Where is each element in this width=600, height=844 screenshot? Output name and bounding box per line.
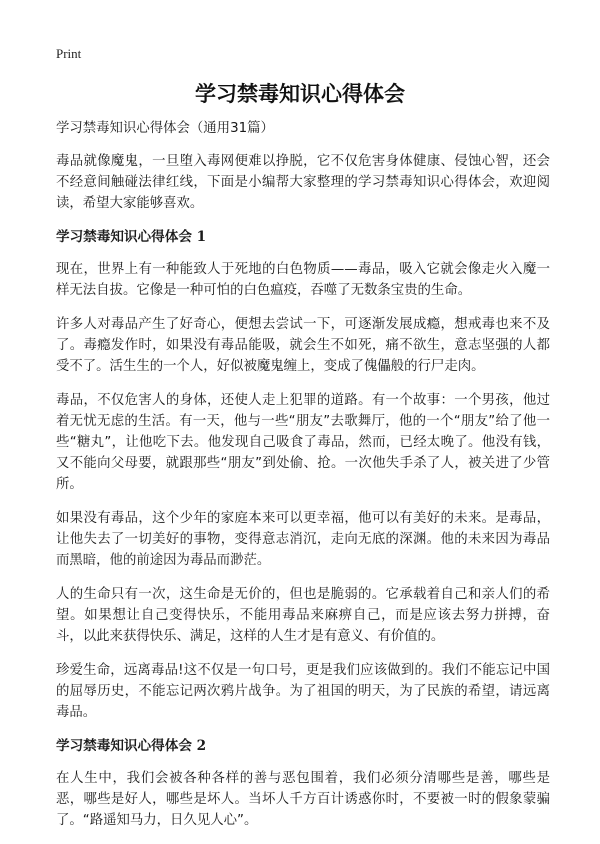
section-1-paragraph-3: 毒品，不仅危害人的身体，还使人走上犯罪的道路。有一个故事：一个男孩，他过着无忧无虑的生活。有一天，他与一些“朋友”去歌舞厅，他的一个“朋友”给了他一些“糖丸”，让他吃下去。他发现自己吸食了毒品，然而，已经太晚了。他没有钱，又不能向父母要，就跟那些“朋友”到处偷、抢。一次他失手杀了人，被关进了少管所。 (56, 393, 550, 492)
section-heading-1: 学习禁毒知识心得体会 1 (56, 229, 207, 245)
section-1-paragraph-1: 现在，世界上有一种能致人于死地的白色物质——毒品，吸入它就会像走火入魔一样无法自拔。它像是一种可怕的白色瘟疫，吞噬了无数条宝贵的生命。 (56, 262, 550, 298)
section-1-paragraph-6: 珍爱生命，远离毒品!这不仅是一句口号，更是我们应该做到的。我们不能忘记中国的屈辱历史，不能忘记两次鸦片战争。为了祖国的明天，为了民族的希望，请远离毒品。 (56, 663, 550, 720)
document-title: 学习禁毒知识心得体会 (195, 82, 405, 106)
document-body (56, 118, 550, 844)
intro-paragraph: 毒品就像魔鬼，一旦堕入毒网便难以挣脱，它不仅危害身体健康、侵蚀心智，还会不经意间触碰法律红线，下面是小编帮大家整理的学习禁毒知识心得体会，欢迎阅读，希望大家能够喜欢。 (56, 154, 550, 211)
section-1-paragraph-5: 人的生命只有一次，这生命是无价的，但也是脆弱的。它承载着自己和亲人们的希望。如果想让自己变得快乐，不能用毒品来麻痹自己，而是应该去努力拼搏，奋斗，以此来获得快乐、满足，这样的人生才是有意义、有价值的。 (56, 587, 550, 644)
print-link[interactable]: Print (56, 46, 82, 61)
section-1-paragraph-4: 如果没有毒品，这个少年的家庭本来可以更幸福，他可以有美好的未来。是毒品，让他失去了一切美好的事物，变得意志消沉，走向无底的深渊。他的未来因为毒品而黑暗，他的前途因为毒品而渺茫。 (56, 511, 550, 568)
section-1-paragraph-2: 许多人对毒品产生了好奇心，便想去尝试一下，可逐渐发展成瘾，想戒毒也来不及了。毒瘾发作时，如果没有毒品能吸，就会生不如死，痛不欲生，意志坚强的人都受不了。活生生的一个人，好似被魔鬼缠上，变成了傀儡般的行尸走肉。 (56, 317, 550, 374)
section-2-paragraph-1: 在人生中，我们会被各种各样的善与恶包围着，我们必须分清哪些是善，哪些是恶，哪些是好人，哪些是坏人。当坏人千方百计诱惑你时，不要被一时的假象蒙骗了。“路遥知马力，日久见人心”。 (56, 771, 550, 828)
section-heading-2: 学习禁毒知识心得体会 2 (56, 738, 207, 754)
document-subtitle: 学习禁毒知识心得体会（通用31篇） (56, 121, 274, 136)
